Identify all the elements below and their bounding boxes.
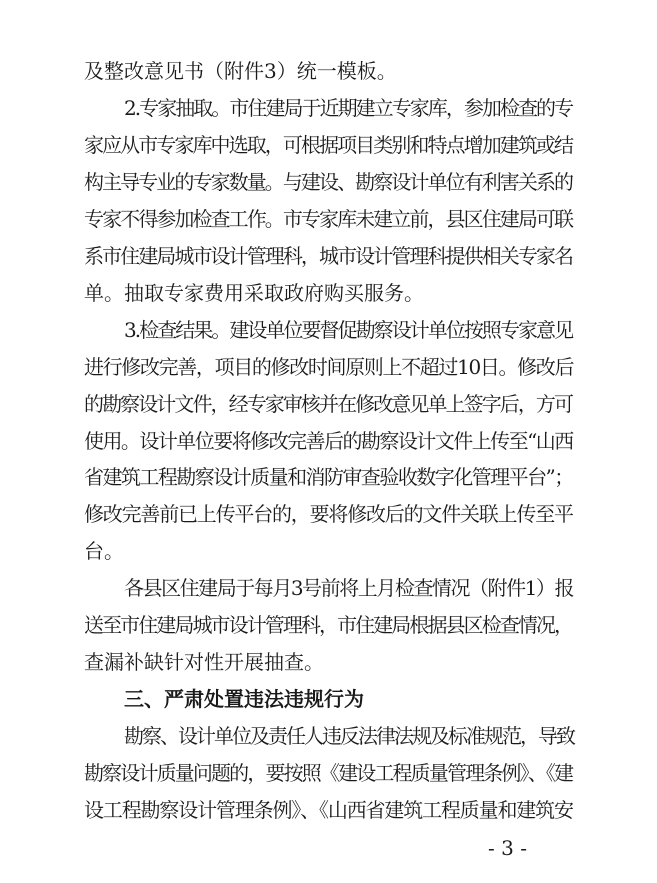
text-line: 省建筑工程勘察设计质量和消防审查验收数字化管理平台”；: [84, 465, 573, 490]
text-line: 系市住建局城市设计管理科，城市设计管理科提供相关专家名: [84, 243, 573, 268]
text-line: 单。抽取专家费用采取政府购买服务。: [84, 280, 424, 305]
page-number: - 3 -: [488, 836, 527, 860]
text-line: 3.检查结果。建设单位要督促勘察设计单位按照专家意见: [124, 317, 573, 342]
text-line: 家应从市专家库中选取，可根据项目类别和特点增加建筑或结: [84, 132, 573, 157]
text-line: 使用。设计单位要将修改完善后的勘察设计文件上传至“山西: [84, 428, 573, 453]
text-line: 的勘察设计文件，经专家审核并在修改意见单上签字后，方可: [84, 391, 573, 416]
text-line: 勘察、设计单位及责任人违反法律法规及标准规范，导致: [124, 724, 574, 749]
text-line: 修改完善前已上传平台的，要将修改后的文件关联上传至平: [84, 502, 573, 527]
text-line: 构主导专业的专家数量。与建设、勘察设计单位有利害关系的: [84, 169, 573, 194]
text-line: 设工程勘察设计管理条例》、《山西省建筑工程质量和建筑安: [84, 798, 573, 822]
text-line: 各县区住建局于每月3号前将上月检查情况（附件1）报: [124, 576, 573, 601]
text-line: 及整改意见书（附件3）统一模板。: [84, 59, 397, 83]
text-line: 查漏补缺针对性开展抽查。: [84, 650, 324, 675]
text-line: 进行修改完善，项目的修改时间原则上不超过10日。修改后: [84, 354, 574, 379]
text-line: 送至市住建局城市设计管理科，市住建局根据县区检查情况，: [84, 613, 573, 638]
section-heading: 三、严肃处置违法违规行为: [124, 687, 364, 712]
text-line: 勘察设计质量问题的，要按照《建设工程质量管理条例》、《建: [84, 761, 573, 786]
text-line: 台。: [84, 539, 124, 564]
text-line: 2.专家抽取。市住建局于近期建立专家库，参加检查的专: [124, 95, 573, 120]
text-line: 专家不得参加检查工作。市专家库未建立前，县区住建局可联: [84, 206, 573, 231]
